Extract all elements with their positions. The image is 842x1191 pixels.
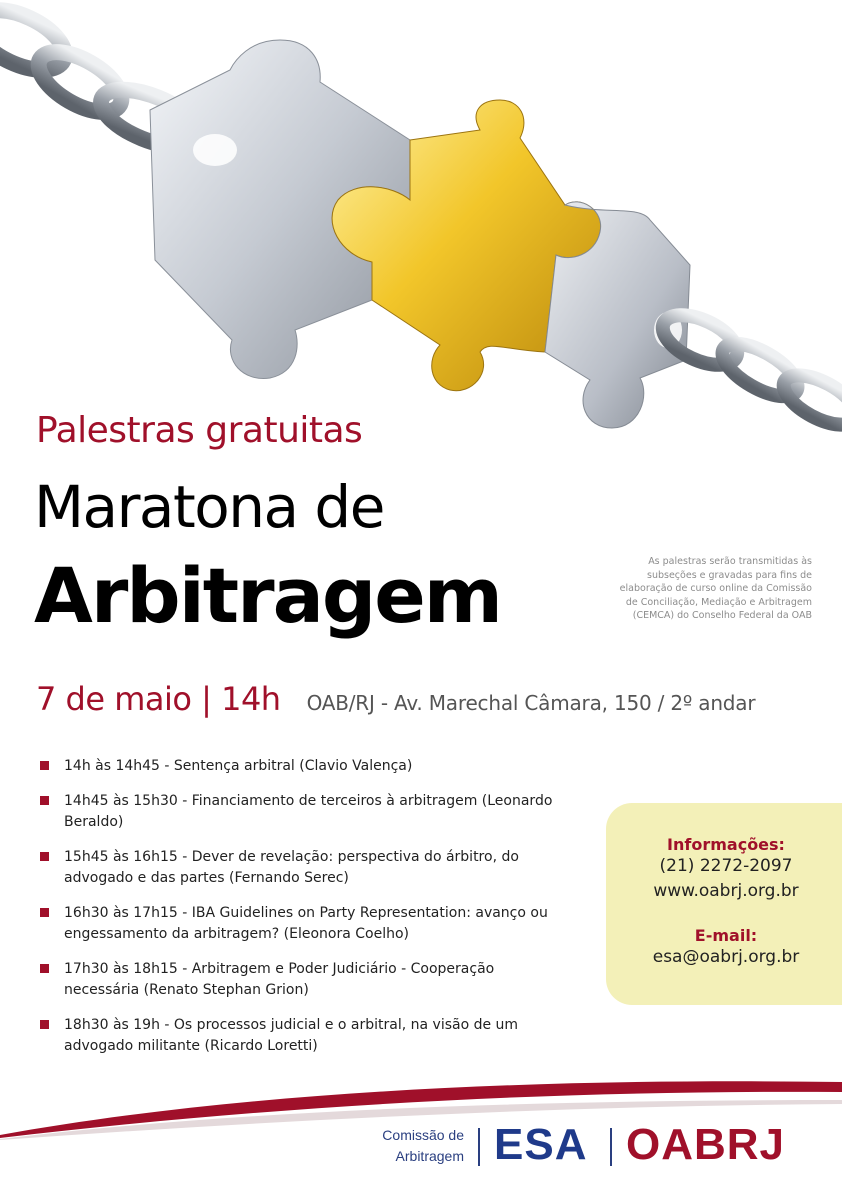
hero-illustration [0, 0, 842, 440]
oabrj-logo: OABRJ [626, 1120, 786, 1169]
comissao-line2: Arbitragem [395, 1148, 464, 1164]
schedule-item [38, 847, 558, 889]
esa-logo: ESA [494, 1120, 588, 1169]
info-title: Informações: [667, 835, 785, 854]
footer [0, 1120, 842, 1180]
info-website-link[interactable]: www.oabrj.org.br [653, 881, 799, 901]
broadcast-note-line: elaboração de curso online da Comissão [619, 583, 812, 594]
schedule-item-text: 14h às 14h45 - Sentença arbitral (Clavio Valença) [64, 758, 413, 774]
broadcast-note-line: (CEMCA) do Conselho Federal da OAB [632, 610, 812, 621]
broadcast-note-line: subseções e gravadas para fins de [647, 569, 812, 581]
schedule-item-text: 17h30 às 18h15 - Arbitragem e Poder Judiciário - Cooperação necessária (Renato Stephan Grion) [64, 961, 495, 998]
schedule-item [38, 959, 558, 1001]
comissao-label [382, 1125, 464, 1167]
schedule-item-text: 14h45 às 15h30 - Financiamento de terceiros à arbitragem (Leonardo Beraldo) [64, 793, 553, 830]
info-email-link[interactable]: esa@oabrj.org.br [652, 947, 800, 967]
broadcast-note-line: de Conciliação, Mediação e Arbitragem [625, 596, 812, 608]
event-date-time: 7 de maio | 14h [36, 680, 281, 718]
comissao-line1: Comissão de [382, 1127, 464, 1143]
bullet-icon [40, 761, 49, 770]
schedule-item-text: 15h45 às 16h15 - Dever de revelação: perspectiva do árbitro, do advogado e das partes (Fernando Serec) [64, 849, 519, 886]
event-title-line1: Maratona de [34, 473, 384, 541]
bullet-icon [40, 964, 49, 973]
footer-divider [478, 1128, 480, 1166]
schedule-item [38, 756, 558, 777]
schedule-item-text: 18h30 às 19h - Os processos judicial e o arbitral, na visão de um advogado militante (Ricardo Loretti) [64, 1017, 519, 1054]
schedule-item-text: 16h30 às 17h15 - IBA Guidelines on Party Representation: avanço ou engessamento da arbitragem? (Eleonora Coelho) [64, 905, 548, 942]
event-title-line2: Arbitragem [34, 551, 501, 640]
broadcast-note [602, 555, 812, 623]
broadcast-note-line: As palestras serão transmitidas às [648, 556, 812, 567]
footer-divider [610, 1128, 612, 1166]
event-location: OAB/RJ - Av. Marechal Câmara, 150 / 2º andar [306, 691, 756, 715]
schedule-item [38, 1015, 558, 1057]
bullet-icon [40, 852, 49, 861]
schedule-list [38, 756, 558, 1071]
bullet-icon [40, 796, 49, 805]
schedule-item [38, 903, 558, 945]
email-title: E-mail: [694, 926, 758, 945]
bullet-icon [40, 1020, 49, 1029]
event-subtitle: Palestras gratuitas [36, 410, 363, 451]
info-phone[interactable]: (21) 2272-2097 [659, 856, 793, 876]
contact-info-box [606, 803, 842, 1005]
bullet-icon [40, 908, 49, 917]
schedule-item [38, 791, 558, 833]
date-location-line [36, 680, 755, 718]
